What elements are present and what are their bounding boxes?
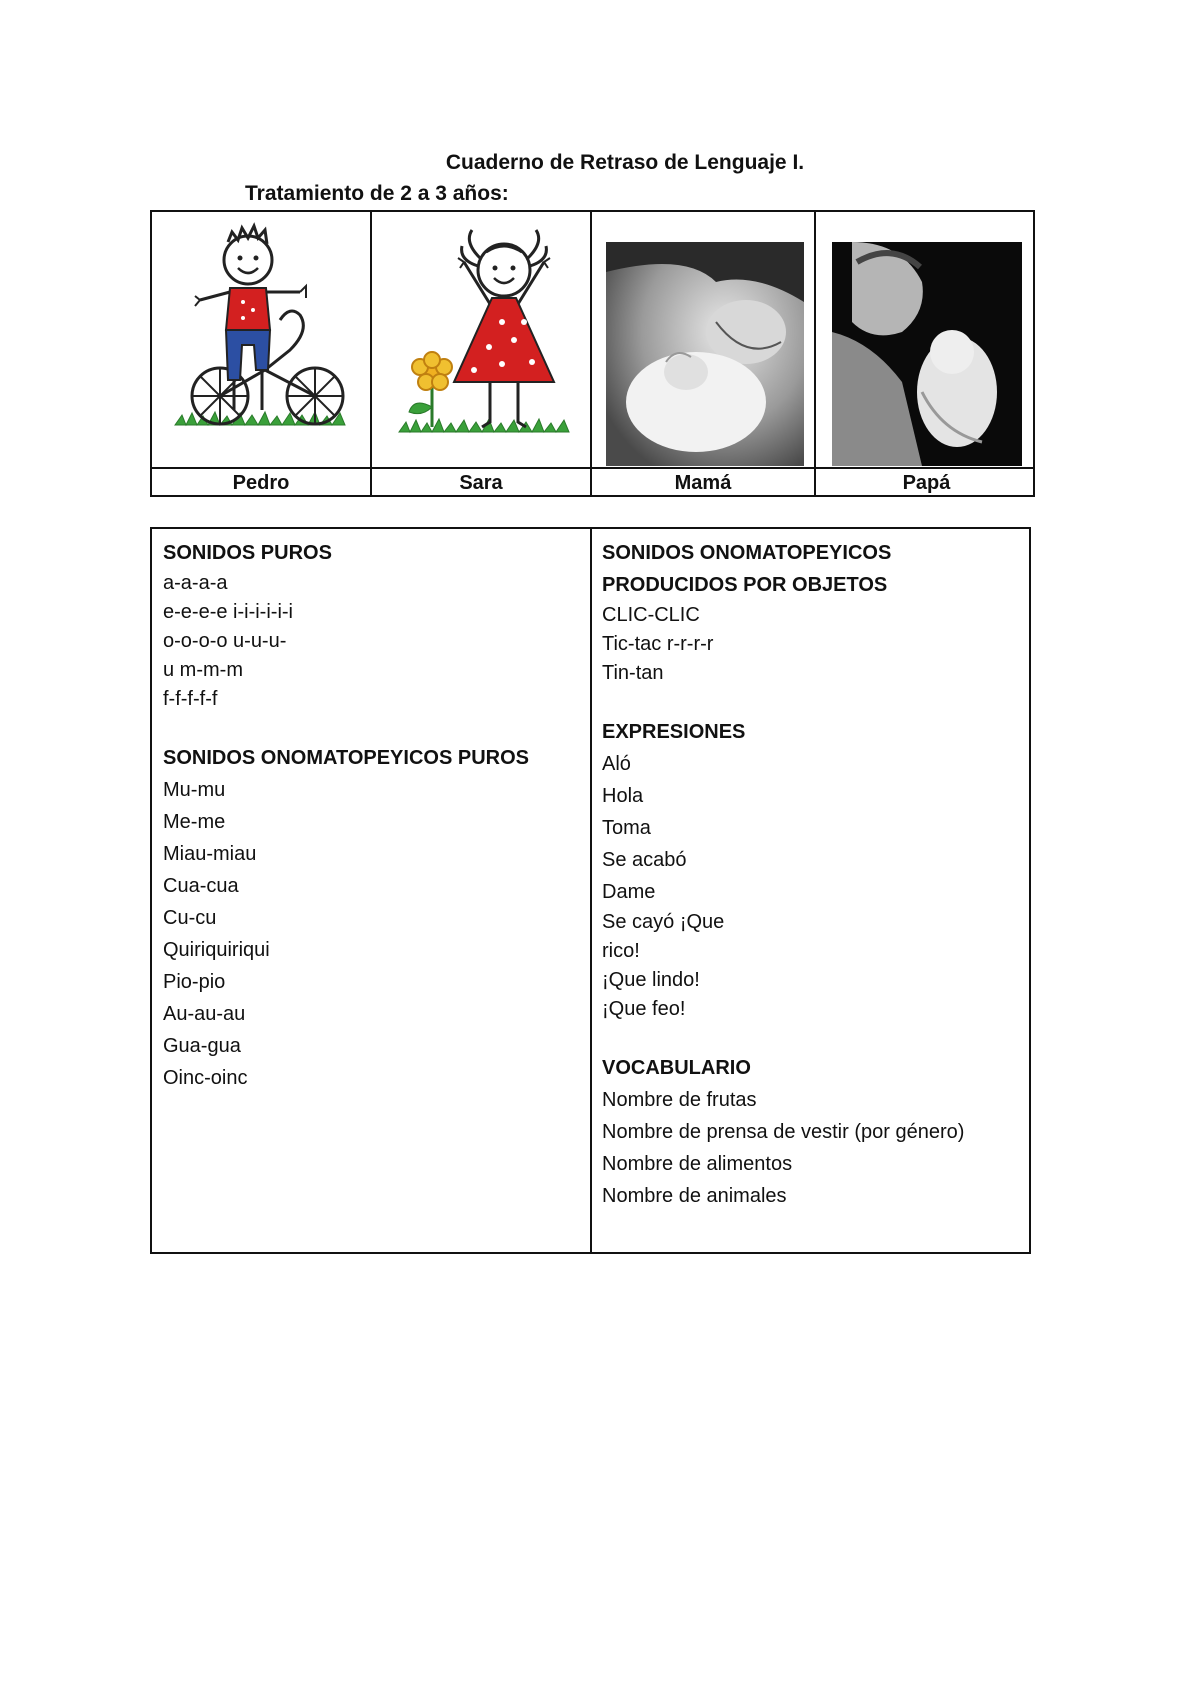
list-item: Se cayó ¡Que xyxy=(602,911,725,933)
character-label-pedro: Pedro xyxy=(152,469,372,497)
list-item: Se acabó xyxy=(602,849,687,871)
section-heading: EXPRESIONES xyxy=(602,721,746,743)
section-heading: VOCABULARIO xyxy=(602,1057,751,1079)
document-title: Cuaderno de Retraso de Lenguaje I. xyxy=(445,151,805,174)
character-cell-sara xyxy=(372,212,592,467)
character-labels-row xyxy=(152,467,1033,495)
list-item: ¡Que feo! xyxy=(602,998,686,1020)
list-item: Cu-cu xyxy=(163,907,217,929)
list-item: Aló xyxy=(602,753,631,775)
list-item: Au-au-au xyxy=(163,1003,246,1025)
list-item: Dame xyxy=(602,881,656,903)
list-item: Miau-miau xyxy=(163,843,257,865)
list-item: Pio-pio xyxy=(163,971,226,993)
list-item: e-e-e-e i-i-i-i-i-i xyxy=(163,601,293,623)
mother-with-baby-photo xyxy=(606,242,804,466)
list-item: Nombre de animales xyxy=(602,1185,787,1207)
character-label-papa: Papá xyxy=(902,472,951,494)
list-item: Hola xyxy=(602,785,644,807)
characters-table xyxy=(150,210,1035,497)
section-heading: SONIDOS ONOMATOPEYICOS xyxy=(602,542,892,564)
list-item: o-o-o-o u-u-u- xyxy=(163,630,287,652)
list-item: Tin-tan xyxy=(602,662,664,684)
list-item: Quiriquiriqui xyxy=(163,939,270,961)
list-item: Oinc-oinc xyxy=(163,1067,248,1089)
list-item: ¡Que lindo! xyxy=(602,969,700,991)
list-item: CLIC-CLIC xyxy=(602,604,700,626)
list-item: Me-me xyxy=(163,811,226,833)
list-item: Mu-mu xyxy=(163,779,226,801)
character-label-mama: Mamá xyxy=(592,469,816,497)
column-divider xyxy=(590,529,592,1252)
list-item: Toma xyxy=(602,817,651,839)
section-heading: PRODUCIDOS POR OBJETOS xyxy=(602,574,888,596)
list-item: a-a-a-a xyxy=(163,572,228,594)
left-column xyxy=(163,537,583,1094)
list-item: u m-m-m xyxy=(163,659,243,681)
right-column xyxy=(602,537,1027,1212)
father-with-baby-photo xyxy=(832,242,1022,466)
list-item: Gua-gua xyxy=(163,1035,241,1057)
section-heading: SONIDOS ONOMATOPEYICOS PUROS xyxy=(163,747,529,769)
list-item: Tic-tac r-r-r-r xyxy=(602,633,714,655)
document-subtitle: Tratamiento de 2 a 3 años: xyxy=(245,182,509,205)
character-cell-pedro xyxy=(152,212,372,467)
list-item: Nombre de alimentos xyxy=(602,1153,793,1175)
list-item: Nombre de prensa de vestir (por género) xyxy=(602,1121,965,1143)
section-heading: SONIDOS PUROS xyxy=(163,542,332,564)
list-item: rico! xyxy=(602,940,640,962)
sounds-table xyxy=(150,527,1031,1254)
character-cell-papa xyxy=(816,212,1037,467)
boy-on-bicycle-drawing xyxy=(170,220,355,435)
girl-with-flower-drawing xyxy=(394,222,574,447)
list-item: f-f-f-f-f xyxy=(163,688,218,710)
list-item: Nombre de frutas xyxy=(602,1089,757,1111)
list-item: Cua-cua xyxy=(163,875,239,897)
character-cell-mama xyxy=(592,212,816,467)
character-label-sara: Sara xyxy=(372,469,592,497)
